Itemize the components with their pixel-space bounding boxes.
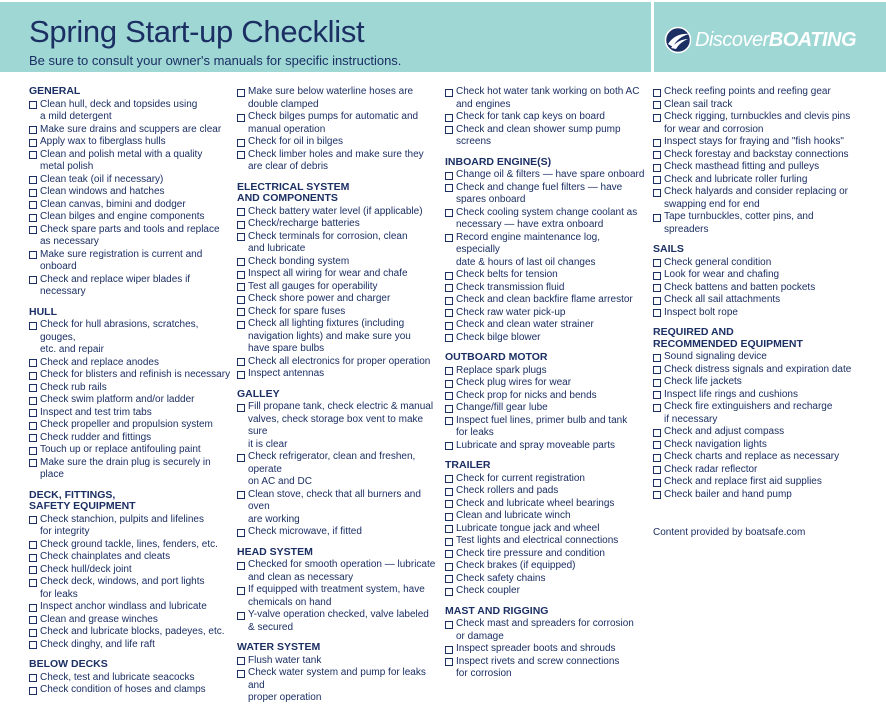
checklist-item[interactable]: Clean hull, deck and topsides using a mild detergent [29, 99, 234, 124]
checklist-item[interactable]: Inspect rivets and screw connections for corrosion [445, 656, 645, 681]
section-title: MAST AND RIGGING [445, 604, 549, 617]
checklist-item[interactable]: Check and replace anodes [29, 357, 234, 370]
checklist-item[interactable]: Check bonding system [237, 256, 439, 269]
checklist-item[interactable]: Check mast and spreaders for corrosion or damage [445, 618, 645, 643]
discover-boating-logo[interactable] [664, 26, 856, 54]
checklist-item[interactable]: Check all lighting fixtures (including navigation lights) and make sure you have spare bulbs [237, 318, 439, 356]
checklist-item[interactable]: Clean and polish metal with a quality metal polish [29, 149, 234, 174]
checklist-item[interactable]: Check condition of hoses and clamps [29, 684, 234, 697]
checklist-section [445, 86, 645, 149]
checklist-item[interactable]: Check limber holes and make sure they are clear of debris [237, 149, 439, 174]
section-title: ELECTRICAL SYSTEM AND COMPONENTS [237, 180, 350, 205]
checklist [653, 257, 853, 320]
section-title: HEAD SYSTEM [237, 545, 313, 558]
checklist-item[interactable]: Replace spark plugs [445, 365, 645, 378]
checklist-section [237, 547, 439, 635]
checklist-item[interactable]: Check safety chains [445, 573, 645, 586]
checklist-item[interactable]: Change/fill gear lube [445, 402, 645, 415]
checklist-item[interactable]: Check terminals for corrosion, clean and lubricate [237, 231, 439, 256]
content-credit: Content provided by boatsafe.com [653, 527, 806, 539]
checklist-item[interactable]: Check life jackets [653, 376, 853, 389]
checklist-item[interactable]: Check masthead fitting and pulleys [653, 161, 853, 174]
checklist-item[interactable]: Inspect life rings and cushions [653, 389, 853, 402]
checklist-item[interactable]: Y-valve operation checked, valve labeled & secured [237, 609, 439, 634]
checklist-item[interactable]: Clean teak (oil if necessary) [29, 174, 234, 187]
checklist-item[interactable]: Check chainplates and cleats [29, 551, 234, 564]
checklist-item[interactable]: Check spare parts and tools and replace as necessary [29, 224, 234, 249]
checklist [445, 86, 645, 149]
checklist-item[interactable]: Check propeller and propulsion system [29, 419, 234, 432]
checklist-column [237, 86, 439, 713]
checklist [445, 365, 645, 453]
checklist-item[interactable]: Check bailer and hand pump [653, 489, 853, 502]
checklist-item[interactable]: Check brakes (if equipped) [445, 560, 645, 573]
checklist-item[interactable]: Check water system and pump for leaks and proper operation [237, 667, 439, 705]
checklist-item[interactable]: Check plug wires for wear [445, 377, 645, 390]
checklist-item[interactable]: Inspect antennas [237, 368, 439, 381]
checklist-item[interactable]: Check general condition [653, 257, 853, 270]
page-title: Spring Start-up Checklist [29, 14, 365, 49]
checklist-item[interactable]: Check rigging, turnbuckles and clevis pins for wear and corrosion [653, 111, 853, 136]
section-title: HULL [29, 305, 57, 318]
checklist-item[interactable]: Check hull/deck joint [29, 564, 234, 577]
checklist-item[interactable]: Check for tank cap keys on board [445, 111, 645, 124]
checklist-item[interactable]: Check battery water level (if applicable) [237, 206, 439, 219]
section-title: BELOW DECKS [29, 658, 108, 671]
checklist-item[interactable]: Check all electronics for proper operation [237, 356, 439, 369]
checklist-item[interactable]: Check and clean shower sump pump screens [445, 124, 645, 149]
logo-text-discover: Discover [695, 28, 769, 51]
checklist-item[interactable]: Clean bilges and engine components [29, 211, 234, 224]
checklist-item[interactable]: Check/recharge batteries [237, 218, 439, 231]
checklist [29, 99, 234, 299]
checklist-item[interactable]: Check for hull abrasions, scratches, gouges, etc. and repair [29, 319, 234, 357]
header-divider [651, 2, 654, 72]
checklist-item[interactable]: Inspect stays for fraying and "fish hooks" [653, 136, 853, 149]
checklist-item[interactable]: Clean windows and hatches [29, 186, 234, 199]
checklist-section [653, 244, 853, 319]
logo-wordmark [695, 29, 856, 52]
header-band [0, 2, 886, 72]
section-title: DECK, FITTINGS, SAFETY EQUIPMENT [29, 488, 136, 513]
checklist-section [445, 157, 645, 345]
boat-swoosh-icon [664, 26, 692, 54]
checklist [237, 206, 439, 381]
checklist-item[interactable]: Check and change fuel filters — have spares onboard [445, 182, 645, 207]
page-subtitle: Be sure to consult your owner's manuals for specific instructions. [29, 53, 402, 68]
checklist-item[interactable]: Check deck, windows, and port lights for leaks [29, 576, 234, 601]
checklist [237, 401, 439, 539]
checklist-item[interactable]: Inspect bolt rope [653, 307, 853, 320]
checklist-section [29, 659, 234, 697]
checklist-section [29, 86, 234, 299]
checklist-item[interactable]: Check swim platform and/or ladder [29, 394, 234, 407]
checklist [445, 473, 645, 598]
checklist [29, 514, 234, 652]
checklist-item[interactable]: Record engine maintenance log, especially date & hours of last oil changes [445, 232, 645, 270]
checklist-item[interactable]: Check and clean water strainer [445, 319, 645, 332]
checklist-item[interactable]: Clean and lubricate winch [445, 510, 645, 523]
checklist-item[interactable]: Tape turnbuckles, cotter pins, and spreaders [653, 211, 853, 236]
checklist-section [653, 327, 853, 501]
checklist-item[interactable]: Make sure below waterline hoses are double clamped [237, 86, 439, 111]
checklist-item[interactable]: Test all gauges for operability [237, 281, 439, 294]
checklist-item[interactable]: If equipped with treatment system, have chemicals on hand [237, 584, 439, 609]
checklist-section [237, 86, 439, 174]
section-title: INBOARD ENGINE(S) [445, 155, 552, 168]
checklist-item[interactable]: Check coupler [445, 585, 645, 598]
checklist-item[interactable]: Inspect all wiring for wear and chafe [237, 268, 439, 281]
checklist [237, 559, 439, 634]
checklist-item[interactable]: Check and adjust compass [653, 426, 853, 439]
checklist-item[interactable]: Check rudder and fittings [29, 432, 234, 445]
checklist-item[interactable]: Touch up or replace antifouling paint [29, 444, 234, 457]
checklist-column [29, 86, 234, 705]
checklist-item[interactable]: Apply wax to fiberglass hulls [29, 136, 234, 149]
checklist-item[interactable]: Check navigation lights [653, 439, 853, 452]
checklist-item[interactable]: Test lights and electrical connections [445, 535, 645, 548]
checklist-item[interactable]: Lubricate and spray moveable parts [445, 440, 645, 453]
checklist-item[interactable]: Lubricate tongue jack and wheel [445, 523, 645, 536]
checklist-item[interactable]: Check and lubricate blocks, padeyes, etc. [29, 626, 234, 639]
checklist-item[interactable]: Make sure the drain plug is securely in place [29, 457, 234, 482]
checklist-column [653, 86, 853, 540]
checklist-section [445, 352, 645, 452]
checklist-item[interactable]: Check hot water tank working on both AC and engines [445, 86, 645, 111]
checklist-item[interactable]: Sound signaling device [653, 351, 853, 364]
checklist-item[interactable]: Check rub rails [29, 382, 234, 395]
section-title: GALLEY [237, 387, 280, 400]
section-title: SAILS [653, 243, 684, 255]
checklist-item[interactable]: Check for oil in bilges [237, 136, 439, 149]
checklist-item[interactable]: Check for spare fuses [237, 306, 439, 319]
checklist-item[interactable]: Checked for smooth operation — lubricate and clean as necessary [237, 559, 439, 584]
checklist-item[interactable]: Check shore power and charger [237, 293, 439, 306]
checklist-item[interactable]: Check and clean backfire flame arrestor [445, 294, 645, 307]
checklist-item[interactable]: Check fire extinguishers and recharge if necessary [653, 401, 853, 426]
checklist-item[interactable]: Check battens and batten pockets [653, 282, 853, 295]
checklist-item[interactable]: Check raw water pick-up [445, 307, 645, 320]
checklist-item[interactable]: Check for current registration [445, 473, 645, 486]
checklist [29, 319, 234, 482]
checklist-item[interactable]: Check radar reflector [653, 464, 853, 477]
checklist-item[interactable]: Change oil & filters — have spare onboard [445, 169, 645, 182]
checklist-section [445, 606, 645, 681]
checklist-section [653, 86, 853, 236]
checklist-item[interactable]: Clean sail track [653, 99, 853, 112]
section-title: GENERAL [29, 85, 81, 97]
checklist-item[interactable]: Check and replace wiper blades if necessary [29, 274, 234, 299]
checklist-section [29, 490, 234, 652]
checklist-item[interactable]: Check belts for tension [445, 269, 645, 282]
checklist-item[interactable]: Make sure registration is current and onboard [29, 249, 234, 274]
checklist-section [29, 307, 234, 482]
checklist-item[interactable]: Check stanchion, pulpits and lifelines for integrity [29, 514, 234, 539]
checklist-section [237, 642, 439, 705]
checklist-item[interactable]: Clean canvas, bimini and dodger [29, 199, 234, 212]
checklist-item[interactable]: Check prop for nicks and bends [445, 390, 645, 403]
checklist-item[interactable]: Check rollers and pads [445, 485, 645, 498]
checklist-item[interactable]: Check for blisters and refinish is necessary [29, 369, 234, 382]
checklist-item[interactable]: Check distress signals and expiration date [653, 364, 853, 377]
checklist [237, 655, 439, 705]
checklist-item[interactable]: Check ground tackle, lines, fenders, etc. [29, 539, 234, 552]
checklist-item[interactable]: Inspect anchor windlass and lubricate [29, 601, 234, 614]
checklist-item[interactable]: Check dinghy, and life raft [29, 639, 234, 652]
checklist [653, 351, 853, 501]
checklist-item[interactable]: Check and replace first aid supplies [653, 476, 853, 489]
section-title: REQUIRED AND RECOMMENDED EQUIPMENT [653, 326, 803, 350]
checklist-item[interactable]: Check charts and replace as necessary [653, 451, 853, 464]
checklist-column [445, 86, 645, 689]
checklist-item[interactable]: Check bilges pumps for automatic and manual operation [237, 111, 439, 136]
checklist-section [237, 182, 439, 381]
checklist-item[interactable]: Check, test and lubricate seacocks [29, 672, 234, 685]
checklist-item[interactable]: Check all sail attachments [653, 294, 853, 307]
checklist [445, 169, 645, 344]
checklist [237, 86, 439, 174]
checklist-item[interactable]: Clean stove, check that all burners and oven are working [237, 489, 439, 527]
checklist-item[interactable]: Check and lubricate roller furling [653, 174, 853, 187]
section-title: OUTBOARD MOTOR [445, 351, 548, 364]
checklist [445, 618, 645, 681]
checklist-item[interactable]: Inspect spreader boots and shrouds [445, 643, 645, 656]
checklist-item[interactable]: Check forestay and backstay connections [653, 149, 853, 162]
checklist-item[interactable]: Check cooling system change coolant as necessary — have extra onboard [445, 207, 645, 232]
checklist [653, 86, 853, 236]
checklist-item[interactable]: Inspect fuel lines, primer bulb and tank for leaks [445, 415, 645, 440]
checklist-item[interactable]: Flush water tank [237, 655, 439, 668]
checklist-item[interactable]: Look for wear and chafing [653, 269, 853, 282]
checklist-item[interactable]: Check halyards and consider replacing or swapping end for end [653, 186, 853, 211]
logo-text-boating: BOATING [768, 28, 857, 51]
checklist-item[interactable]: Check refrigerator, clean and freshen, operate on AC and DC [237, 451, 439, 489]
section-title: WATER SYSTEM [237, 641, 321, 654]
checklist-item[interactable]: Clean and grease winches [29, 614, 234, 627]
checklist-section [237, 389, 439, 539]
section-title: TRAILER [445, 459, 491, 472]
checklist-item[interactable]: Check bilge blower [445, 332, 645, 345]
checklist-section [445, 460, 645, 598]
checklist-item[interactable]: Fill propane tank, check electric & manual valves, check storage box vent to make sure it is clear [237, 401, 439, 451]
checklist [29, 672, 234, 697]
checklist-item[interactable]: Inspect and test trim tabs [29, 407, 234, 420]
checklist-item[interactable]: Check transmission fluid [445, 282, 645, 295]
checklist-item[interactable]: Check reefing points and reefing gear [653, 86, 853, 99]
checklist-item[interactable]: Check and lubricate wheel bearings [445, 498, 645, 511]
checklist-item[interactable]: Check tire pressure and condition [445, 548, 645, 561]
checklist-item[interactable]: Make sure drains and scuppers are clear [29, 124, 234, 137]
checklist-item[interactable]: Check microwave, if fitted [237, 526, 439, 539]
